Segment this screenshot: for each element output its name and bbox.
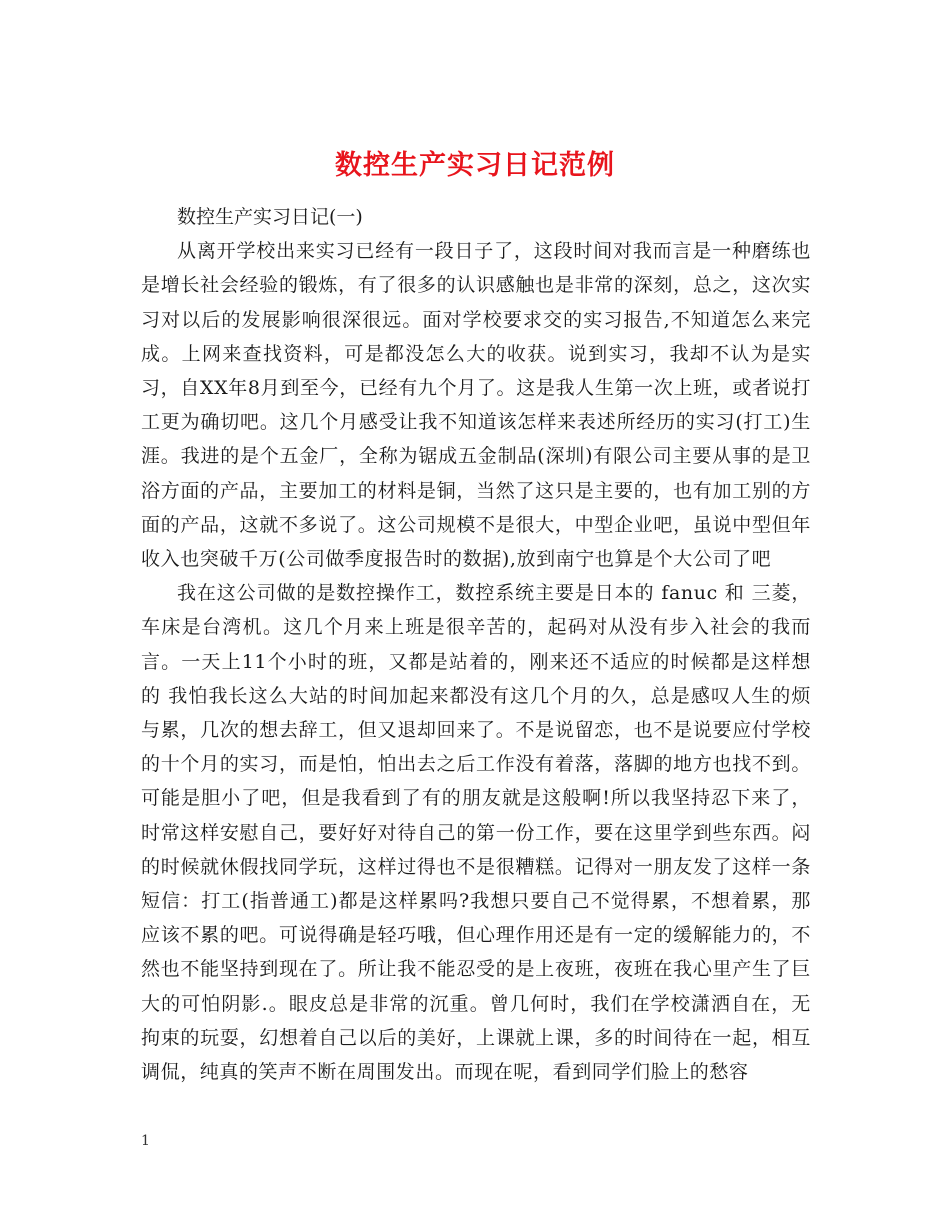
page-number: 1	[141, 1133, 150, 1149]
paragraph-1: 从离开学校出来实习已经有一段日子了，这段时间对我而言是一种磨练也是增长社会经验的锻炼，有了很多的认识感触也是非常的深刻，总之，这次实习对以后的发展影响很深很远。面对学校要求交的实习报告,不知道怎么来完成。上网来查找资料，可是都没怎么大的收获。说到实习，我却不认为是实习，自XX年8月到至今，已经有九个月了。这是我人生第一次上班，或者说打工更为确切吧。这几个月感受让我不知道该怎样来表述所经历的实习(打工)生涯。我进的是个五金厂，全称为锯成五金制品(深圳)有限公司主要从事的是卫浴方面的产品，主要加工的材料是铜，当然了这只是主要的，也有加工别的方面的产品，这就不多说了。这公司规模不是很大，中型企业吧，虽说中型但年收入也突破千万(公司做季度报告时的数据),放到南宁也算是个大公司了吧	[141, 240, 811, 571]
document-title: 数控生产实习日记范例	[335, 150, 615, 182]
paragraph-2: 我在这公司做的是数控操作工，数控系统主要是日本的 fanuc 和 三菱，车床是台湾机。这几个月来上班是很辛苦的，起码对从没有步入社会的我而言。一天上11个小时的班，又都是站着的，刚来还不适应的时候都是这样想的 我怕我长这么大站的时间加起来都没有这几个月的久，总是感叹人生的烦与累，几次的想去辞工，但又退却回来了。不是说留恋，也不是说要应付学校的十个月的实习，而是怕，怕出去之后工作没有着落，落脚的地方也找不到。可能是胆小了吧，但是我看到了有的朋友就是这般啊!所以我坚持忍下来了，时常这样安慰自己，要好好对待自己的第一份工作，要在这里学到些东西。闷的时候就休假找同学玩，这样过得也不是很糟糕。记得对一朋友发了这样一条短信：打工(指普通工)都是这样累吗?我想只要自己不觉得累，不想着累，那应该不累的吧。可说得确是轻巧哦，但心理作用还是有一定的缓解能力的，不然也不能坚持到现在了。所让我不能忍受的是上夜班，夜班在我心里产生了巨大的可怕阴影.。眼皮总是非常的沉重。曾几何时，我们在学校潇洒自在，无拘束的玩耍，幻想着自己以后的美好，上课就上课，多的时间待在一起，相互调侃，纯真的笑声不断在周围发出。而现在呢，看到同学们脸上的愁容	[141, 582, 811, 1084]
section-subtitle: 数控生产实习日记(一)	[177, 206, 363, 228]
document-body	[141, 200, 811, 1089]
